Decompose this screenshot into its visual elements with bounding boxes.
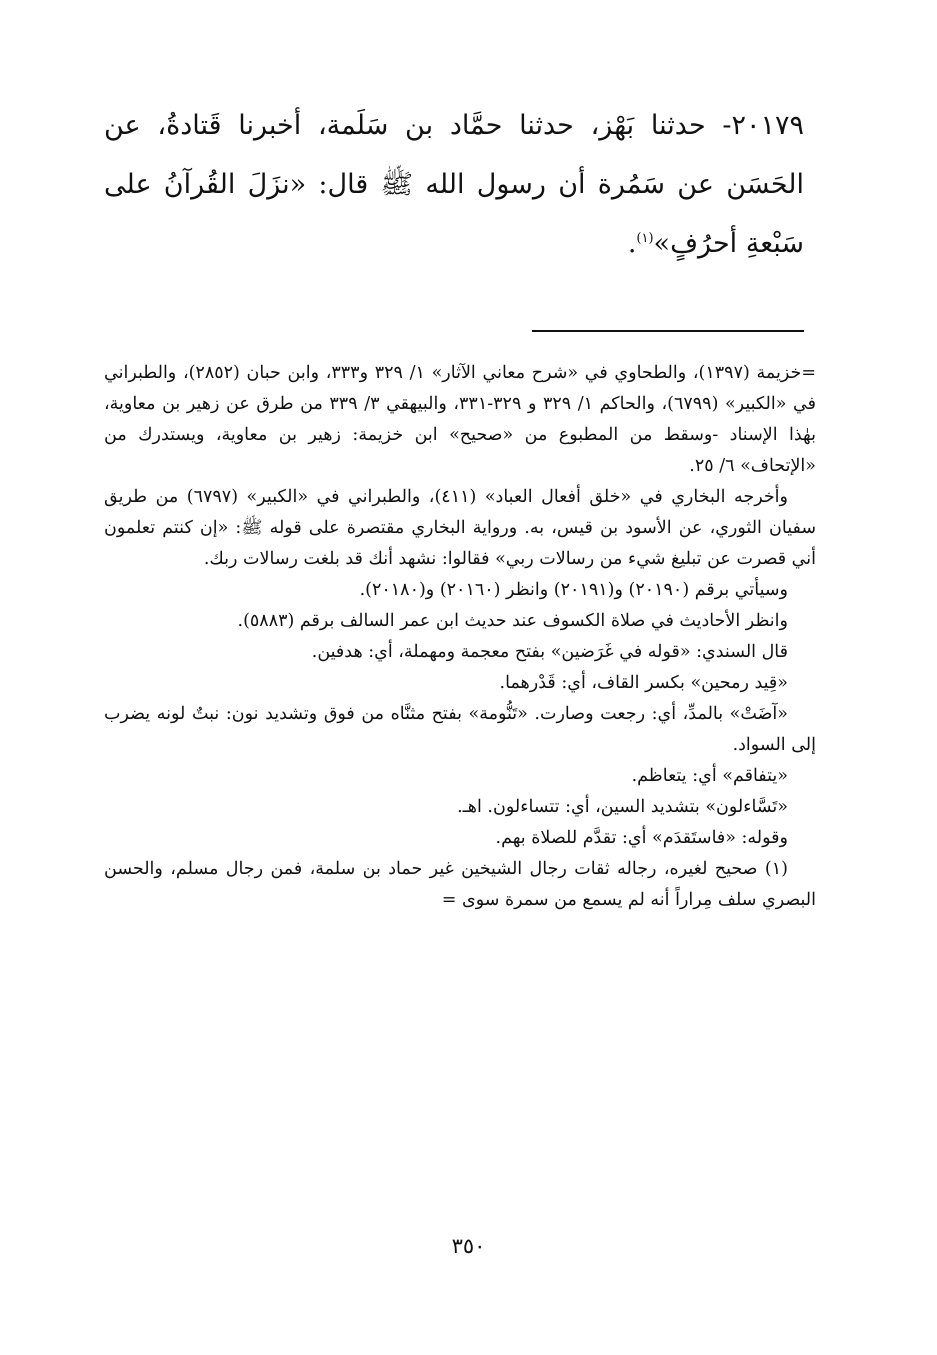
footnote-paragraph: (١) صحيح لغيره، رجاله ثقات رجال الشيخين غير حماد بن سلمة، فمن رجال مسلم، والحسن البصري سلف مِراراً أنه لم يسمع من سمرة سوى = [104, 859, 816, 910]
hadith-text: ٢٠١٧٩- حدثنا بَهْز، حدثنا حمَّاد بن سَلَمة، أخبرنا قَتادةُ، عن الحَسَن عن سَمُرة أن رسول الله ﷺ قال: «نزَلَ القُرآنُ على سَبْعةِ أحرُفٍ» [104, 110, 804, 259]
footnote-paragraph: وأخرجه البخاري في «خلق أفعال العباد» (٤١١)، والطبراني في «الكبير» (٦٧٩٧) من طريق سفيان الثوري، عن الأسود بن قيس، به. ورواية البخاري مقتصرة على قوله ﷺ: «إن كنتم تعلمون أني قصرت عن تبليغ شيء من رسالات ربي» فقالوا: نشهد أنك قد بلغت رسالات ربك. [104, 487, 816, 569]
footnote-paragraph: «قِيد رمحين» بكسر القاف، أي: قَدْرهما. [499, 673, 788, 693]
footnote-paragraph: وقوله: «فاستَقدَم» أي: تقدَّم للصلاة بهم. [495, 828, 788, 848]
page-number: ٣٥٠ [451, 1234, 486, 1258]
footnote-separator [532, 330, 804, 332]
hadith-end: . [627, 228, 637, 259]
footnote-paragraph: قال السندي: «قوله في غَرَضين» بفتح معجمة ومهملة، أي: هدفين. [311, 642, 788, 662]
footnote-paragraph: =خزيمة (١٣٩٧)، والطحاوي في «شرح معاني الآثار» ١/ ٣٢٩ و٣٣٣، وابن حبان (٢٨٥٢)، والطبراني في «الكبير» (٦٧٩٩)، والحاكم ١/ ٣٢٩ و ٣٢٩-٣٣١، والبيهقي ٣/ ٣٣٩ من طرق عن زهير بن معاوية، بهٰذا الإسناد -وسقط من المطبوع من «صحيح» ابن خزيمة: زهير بن معاوية، ويستدرك من «الإتحاف» ٦/ ٢٥. [104, 363, 817, 476]
hadith-paragraph [104, 96, 804, 273]
footnote-paragraph: «يتفاقم» أي: يتعاظم. [631, 766, 788, 786]
footnotes-block [104, 358, 816, 916]
footnote-paragraph: «آضَتْ» بالمدِّ، أي: رجعت وصارت. «تَنُّومة» بفتح مثنَّاه من فوق وتشديد نون: نبتٌ لونه يضرب إلى السواد. [104, 704, 816, 755]
footnote-paragraph: وانظر الأحاديث في صلاة الكسوف عند حديث ابن عمر السالف برقم (٥٨٨٣). [237, 611, 788, 631]
footnote-paragraph: «تَسَّاءلون» بتشديد السين، أي: تتساءلون. اهـ. [457, 797, 788, 817]
footnote-paragraph: وسيأتي برقم (٢٠١٩٠) و(٢٠١٩١) وانظر (٢٠١٦٠) و(٢٠١٨٠). [359, 580, 788, 600]
footnote-reference[interactable]: (١) [636, 231, 654, 246]
hadith-text-block [104, 96, 804, 273]
